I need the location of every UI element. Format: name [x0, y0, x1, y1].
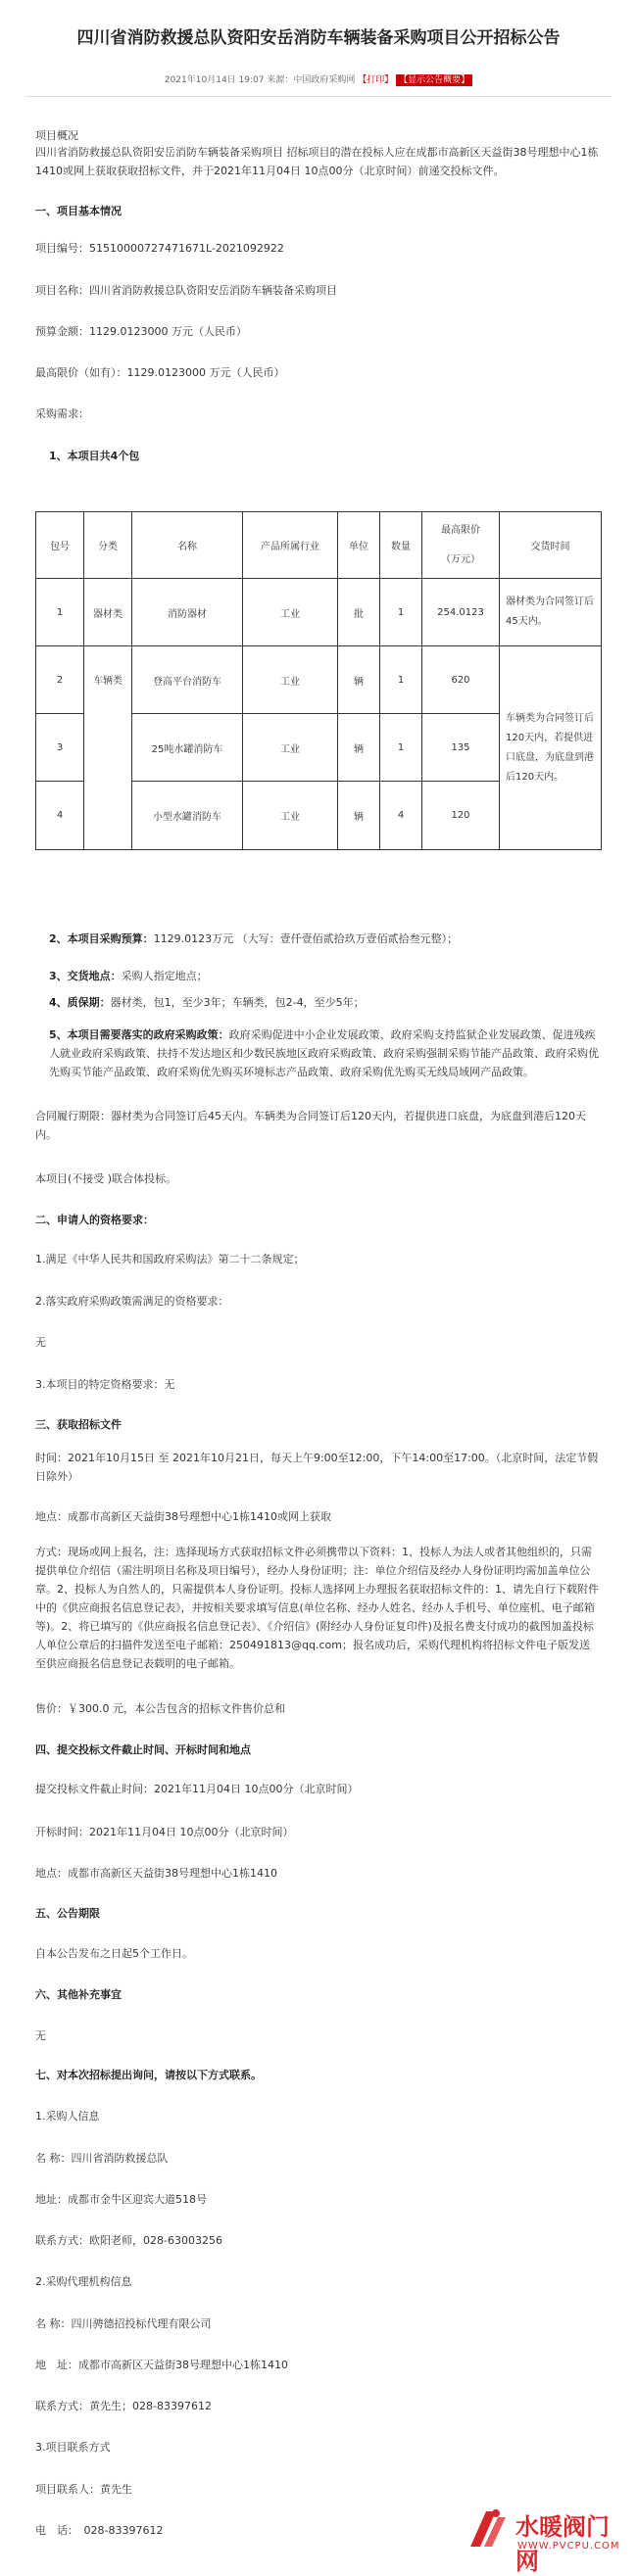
section-6-heading: 六、其他补充事宜: [35, 1988, 122, 2001]
policy-value: 政府采购促进中小企业发展政策、政府采购支持监狱企业发展政策、促进残疾人就业政府采购政策、扶持不发达地区和少数民族地区政府采购政策、政府采购强制采购节能产品政策、政府采购优先购买节能产品政策、政府采购优先购买环境标志产品政策、政府采购优先购买无线局域网产品政策。: [49, 1028, 599, 1078]
purchaser-address: 地址：成都市金牛区迎宾大道518号: [35, 2193, 207, 2206]
cell: 辆: [338, 714, 380, 782]
col-header: 交货时间: [500, 512, 602, 579]
project-contact-name: 项目联系人：黄先生: [35, 2483, 132, 2496]
cell: 批: [338, 579, 380, 646]
cell: 4: [36, 782, 84, 850]
cell: 器材类: [84, 579, 132, 646]
cell: 1: [380, 579, 422, 646]
publish-date: 2021年10月14日 19:07: [164, 75, 265, 85]
table-row: [36, 579, 602, 646]
document-price: 售价：￥300.0 元，本公告包含的招标文件售价总和: [35, 1702, 285, 1715]
overview-summary: 四川省消防救援总队资阳安岳消防车辆装备采购项目 招标项目的潜在投标人应在成都市高新区天益街38号理想中心1栋1410或网上获取获取招标文件，并于2021年11月04日 10点00分（北京时间）前递交投标文件。: [35, 146, 599, 177]
col-header: 包号: [36, 512, 84, 579]
req-2: 2.落实政府采购政策需满足的资格要求：: [35, 1295, 229, 1308]
warranty-label: 4、质保期：: [49, 996, 111, 1009]
col-header: 名称: [132, 512, 243, 579]
demand-label: 采购需求：: [35, 407, 89, 420]
req-3: 3.本项目的特定资格要求：无: [35, 1378, 175, 1391]
cell: 1: [36, 579, 84, 646]
acquire-time: 时间：2021年10月15日 至 2021年10月21日，每天上午9:00至12:00，下午14:00至17:00。（北京时间，法定节假日除外）: [35, 1452, 599, 1483]
page-title: 四川省消防救援总队资阳安岳消防车辆装备采购项目公开招标公告: [76, 28, 561, 48]
opening-place: 地点：成都市高新区天益街38号理想中心1栋1410: [35, 1867, 277, 1880]
project-contact-heading: 3.项目联系方式: [35, 2441, 111, 2454]
cell: 车辆类: [84, 646, 132, 850]
watermark-text: 水暖阀门网: [515, 2513, 610, 2575]
policy-label: 5、本项目需要落实的政府采购政策：: [49, 1028, 229, 1041]
cell: 登高平台消防车: [132, 646, 243, 714]
watermark-url: WWW.PVCPU.COM: [517, 2541, 620, 2552]
budget-label: 2、本项目采购预算：: [49, 932, 154, 945]
agency-contact: 联系方式：黄先生；028-83397612: [35, 2400, 212, 2412]
site-watermark: [461, 2505, 632, 2575]
col-header: 数量: [380, 512, 422, 579]
submit-deadline: 提交投标文件截止时间：2021年11月04日 10点00分（北京时间）: [35, 1783, 359, 1795]
other-notes: 无: [35, 2029, 46, 2042]
section-3-heading: 三、获取招标文件: [35, 1418, 122, 1431]
section-4-heading: 四、提交投标文件截止时间、开标时间和地点: [35, 1743, 251, 1756]
warranty-line: [49, 994, 365, 1010]
cell: 工业: [243, 782, 338, 850]
agency-address: 地 址：成都市高新区天益街38号理想中心1栋1410: [35, 2359, 288, 2371]
notice-period: 自本公告发布之日起5个工作日。: [35, 1947, 193, 1960]
cell: 3: [36, 714, 84, 782]
cell: 辆: [338, 646, 380, 714]
cell: 120: [422, 782, 500, 850]
section-1-heading: 一、项目基本情况: [35, 205, 122, 217]
divider: [25, 96, 612, 97]
col-header-line: （万元）: [441, 553, 480, 565]
cell: 工业: [243, 646, 338, 714]
acquire-method: 方式：现场或网上报名，注：选择现场方式获取招标文件必须携带以下资料：1、投标人为法人或者其他组织的，只需提供单位介绍信（需注明项目名称及项目编号），经办人身份证明；注：单位介绍信及经办人身份证明均需加盖单位公章。2、投标人为自然人的，只需提供本人身份证明。投标人选择网上办理报名获取招标文件的：1、请先自行下载附件中的《供应商报名信息登记表》，并按相关要求填写信息(单位名称、经办人姓名、经办人手机号、单位座机、电子邮箱等)。2、将已填写的《供应商报名信息登记表》、《介绍信》(附经办人身份证复印件)及报名费支付成功的截图加盖投标人单位公章后的扫描件发送至电子邮箱：250491813@qq.com；报名成功后，采购代理机构将招标文件电子版发送至供应商报名信息登记表载明的电子邮箱。: [35, 1546, 599, 1670]
col-header: 分类: [84, 512, 132, 579]
cell: 工业: [243, 714, 338, 782]
article-meta: [0, 72, 637, 85]
delivery-value: 采购人指定地点；: [121, 970, 208, 982]
policy-line: [49, 1026, 600, 1081]
cell: 1: [380, 714, 422, 782]
cell: 2: [36, 646, 84, 714]
purchaser-name: 名 称：四川省消防救援总队: [35, 2152, 169, 2165]
col-header: 产品所属行业: [243, 512, 338, 579]
contract-period: 合同履行期限：器材类为合同签订后45天内。车辆类为合同签订后120天内，若提供进口底盘，为底盘到港后120天内。: [35, 1110, 586, 1141]
cell: 车辆类为合同签订后120天内，若提供进口底盘，为底盘到港后120天内。: [500, 646, 602, 850]
cell: 620: [422, 646, 500, 714]
project-name: 项目名称：四川省消防救援总队资阳安岳消防车辆装备采购项目: [35, 284, 337, 297]
summary-button[interactable]: 【显示公告概要】: [396, 74, 472, 86]
section-5-heading: 五、公告期限: [35, 1907, 100, 1920]
req-1: 1.满足《中华人民共和国政府采购法》第二十二条规定；: [35, 1253, 305, 1265]
project-contact-phone: 电 话： 028-83397612: [35, 2524, 164, 2537]
delivery-label: 3、交货地点：: [49, 970, 122, 982]
budget-amount: 预算金额：1129.0123000 万元（人民币）: [35, 325, 247, 338]
warranty-value: 器材类，包1，至少3年；车辆类，包2-4，至少5年；: [110, 996, 365, 1009]
agency-name: 名 称：四川骋德招投标代理有限公司: [35, 2317, 212, 2330]
cell: 辆: [338, 782, 380, 850]
max-price: 最高限价（如有）：1129.0123000 万元（人民币）: [35, 366, 285, 379]
agency-info-heading: 2.采购代理机构信息: [35, 2275, 132, 2288]
col-header-line: 最高限价: [441, 524, 480, 536]
overview-heading: 项目概况: [35, 129, 78, 142]
purchaser-info-heading: 1.采购人信息: [35, 2110, 100, 2123]
col-header: 单位: [338, 512, 380, 579]
cell: 消防器材: [132, 579, 243, 646]
opening-time: 开标时间：2021年11月04日 10点00分（北京时间）: [35, 1826, 294, 1838]
budget-line: [49, 930, 458, 946]
delivery-line: [49, 968, 208, 983]
cell: 4: [380, 782, 422, 850]
cell: 135: [422, 714, 500, 782]
req-2-none: 无: [35, 1336, 46, 1349]
budget-value: 1129.0123万元 （大写：壹仟壹佰贰拾玖万壹佰贰拾叁元整）；: [153, 932, 459, 945]
purchaser-contact: 联系方式：欧阳老师，028-63003256: [35, 2234, 222, 2247]
section-7-heading: 七、对本次招标提出询问，请按以下方式联系。: [35, 2069, 262, 2081]
cell: 小型水罐消防车: [132, 782, 243, 850]
pipe-logo-icon: [466, 2507, 508, 2551]
print-button[interactable]: 【打印】: [358, 75, 394, 85]
consortium: 本项目(不接受 )联合体投标。: [35, 1172, 177, 1185]
cell: 器材类为合同签订后45天内。: [500, 579, 602, 646]
cell: 254.0123: [422, 579, 500, 646]
package-count: 1、本项目共4个包: [49, 450, 140, 462]
package-table: [35, 511, 602, 850]
source: 来源：中国政府采购网: [267, 75, 356, 85]
table-row: [36, 646, 602, 714]
table-header-row: [36, 512, 602, 579]
cell: 工业: [243, 579, 338, 646]
cell: 25吨水罐消防车: [132, 714, 243, 782]
acquire-address: 地点：成都市高新区天益街38号理想中心1栋1410或网上获取: [35, 1510, 331, 1523]
section-2-heading: 二、申请人的资格要求：: [35, 1214, 154, 1226]
col-header: [422, 512, 500, 579]
project-number: 项目编号：51510000727471671L-2021092922: [35, 242, 284, 255]
cell: 1: [380, 646, 422, 714]
